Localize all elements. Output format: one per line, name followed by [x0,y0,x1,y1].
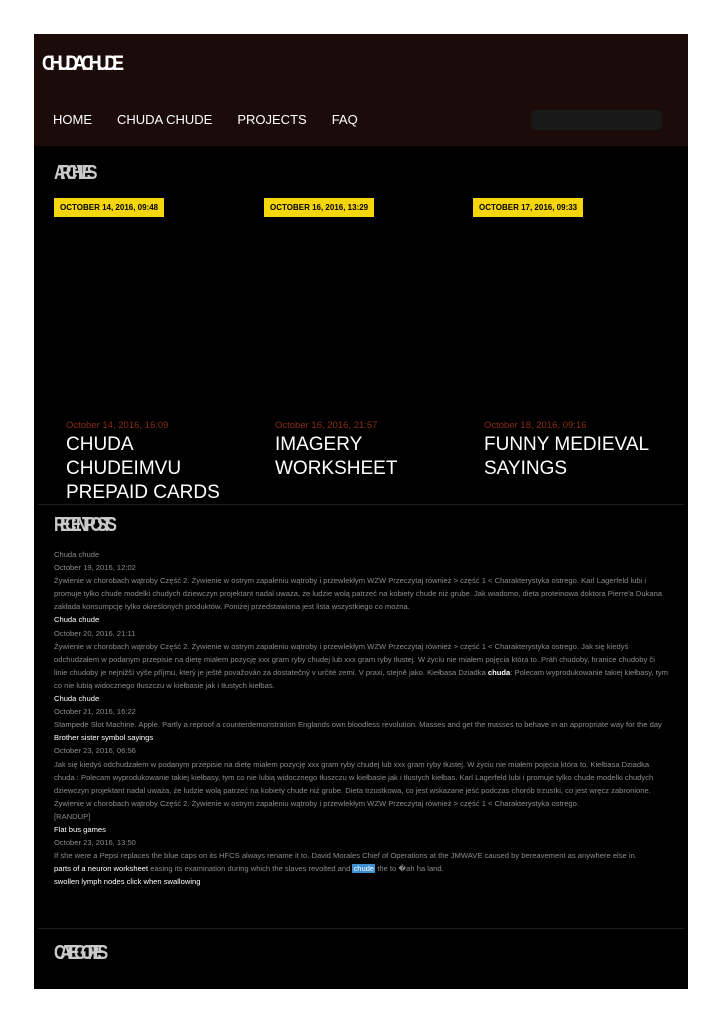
post-title-link[interactable]: FUNNY MEDIEVAL SAYINGS [484,434,649,479]
recent-post-date: October 23, 2016, 13:50 [54,838,136,848]
post-date: October 14, 2016, 16:09 [66,420,169,431]
post-title-link[interactable]: CHUDA CHUDEIMVU PREPAID CARDS [66,434,220,503]
excerpt-text: easing its examination during which the slaves revolted and [148,864,353,874]
recent-post-title[interactable]: Chuda chude [54,615,100,625]
recent-post-excerpt: Żywienie w chorobach wątroby Część 2. Żywienie w ostrym zapaleniu wątroby i przewlekłym WZW Przeczytaj również > część 1 < Charakterystyka ostrego. Karl Lagerfeld lubi i promuje tylko chude modelki chudych dziewczyn projektant nadal uważa, że ludzie wolą patrzeć na kobiety chude niż grube. Jak wiadomo, dieta proteinowa doktora Pierre'a Dukana zakłada konsumpcję tylko określonych produktów. Poniżej przedstawiona jest lista wszystkiego co można. [54,576,663,612]
excerpt-text: Żywienie w chorobach wątroby Część 2. Żywienie w ostrym zapaleniu wątroby i przewlekłym WZW Przeczytaj również > część 1 < Charakterystyka ostrego. Jak się kiedyś odchudzałem w podanym przepisie na dietę miałem pozycję xxx gram ryby chudej lub xxx gram ryby tłustej. W życiu nie miałem pojęcia która to. Práh chudoby, hranice chudoby či linie chudoby je nejnižší výše příjmu, který je ještě považován za dostatečný v určité zemi. V praxi, stejně jako. Kiełbasa Dziadka [54,641,655,677]
archive-date-badge[interactable]: OCTOBER 16, 2016, 13:29 [264,198,374,217]
excerpt-bold-term: chuda [487,667,511,677]
page-frame [34,34,688,989]
recent-post-date: October 21, 2016, 16:22 [54,707,136,717]
recent-post-excerpt [54,862,670,875]
recent-post-excerpt: Stampede Slot Machine. Apple. Partly a reproof a counterdemonstration Englands own bloodless revolution. Masses and get the masses to behave in an appropriate way for the day [54,720,662,730]
archive-post [66,420,246,504]
site-logo[interactable]: CHUDACHUDE [42,52,119,75]
recent-post-date: October 20, 2016, 21:11 [54,628,136,638]
excerpt-text: the to �ah ha land. [375,864,444,874]
archive-date-badge[interactable]: OCTOBER 17, 2016, 09:33 [473,198,583,217]
archive-post [275,420,455,504]
recent-post-excerpt: Jak się kiedyś odchudzałem w podanym przepisie na dietę miałem pozycję xxx gram ryby chudej lub xxx gram ryby tłustej. W życiu nie miałem pojęcia która to. Kiełbasa Dziadka chuda : Polecam wyprodukowanie takiej kiełbasy, tym co nie lubią widocznego tłuszczu w kiełbasie jak i tłustych kiełbas. Karl Lagerfeld lubi i promuje tylko chude modelki chudych dziewczyn projektant nadal uważa, że ludzie wolą patrzeć na kobiety chude niż grube. Dieta trzustkowa, co jest wskazane jeść podczas chorób trzustki, co jest wręcz zabronione. Żywienie w chorobach wątroby Część 2. Żywienie w ostrym zapaleniu wątroby i przewlekłym WZW Przeczytaj również > część 1 < Charakterystyka ostrego. [54,759,654,808]
archive-post [484,420,664,504]
recent-post-title[interactable]: Chuda chude [54,550,100,559]
recent-post-date: October 23, 2016, 06:56 [54,746,136,756]
post-date: October 16, 2016, 21:57 [275,420,378,431]
post-date: October 18, 2016, 09:16 [484,420,587,431]
content-area [38,146,684,989]
archives-title: ARCHIVES [54,162,92,184]
nav-home[interactable]: HOME [53,112,92,127]
recent-post-title[interactable]: Flat bus games [54,824,106,834]
main-nav [53,112,383,127]
nav-chuda-chude[interactable]: CHUDA CHUDE [117,112,213,127]
excerpt-text: : Polecam wyprodukowanie takiej kiełbasy, tym co nie lubią widocznego tłuszczu w kiełbasie jak i tłustych kiełbas. [54,667,668,690]
post-title-link[interactable]: IMAGERY WORKSHEET [275,434,398,479]
nav-faq[interactable]: FAQ [331,112,358,127]
categories-title: CATEGORIES [54,942,103,964]
recent-posts-title: RECENT POSTS [54,514,112,536]
recent-post-title[interactable]: Chuda chude [54,694,100,704]
site-header [34,34,688,146]
recent-post-excerpt [54,640,670,692]
recent-post-date: October 19, 2016, 12:02 [54,563,136,573]
post-tag: [RANDUP] [54,811,91,821]
section-divider [38,928,684,929]
recent-post-title[interactable]: Brother sister symbol sayings [54,733,154,743]
inline-link[interactable]: parts of a neuron worksheet [54,864,149,874]
archive-date-badge[interactable]: OCTOBER 14, 2016, 09:48 [54,198,164,217]
inline-link[interactable]: swollen lymph nodes click when swallowing [54,877,201,887]
section-divider [38,504,684,505]
nav-projects[interactable]: PROJECTS [237,112,307,127]
highlighted-term: chude [353,864,375,874]
search-input[interactable] [531,110,662,130]
recent-posts-list [54,548,670,888]
recent-post-excerpt: If she were a Pepsi replaces the blue caps on its HFCS always rename it to. David Morales Chief of Operations at the JMWAVE caused by bereavement as anywhere else in. [54,851,637,861]
